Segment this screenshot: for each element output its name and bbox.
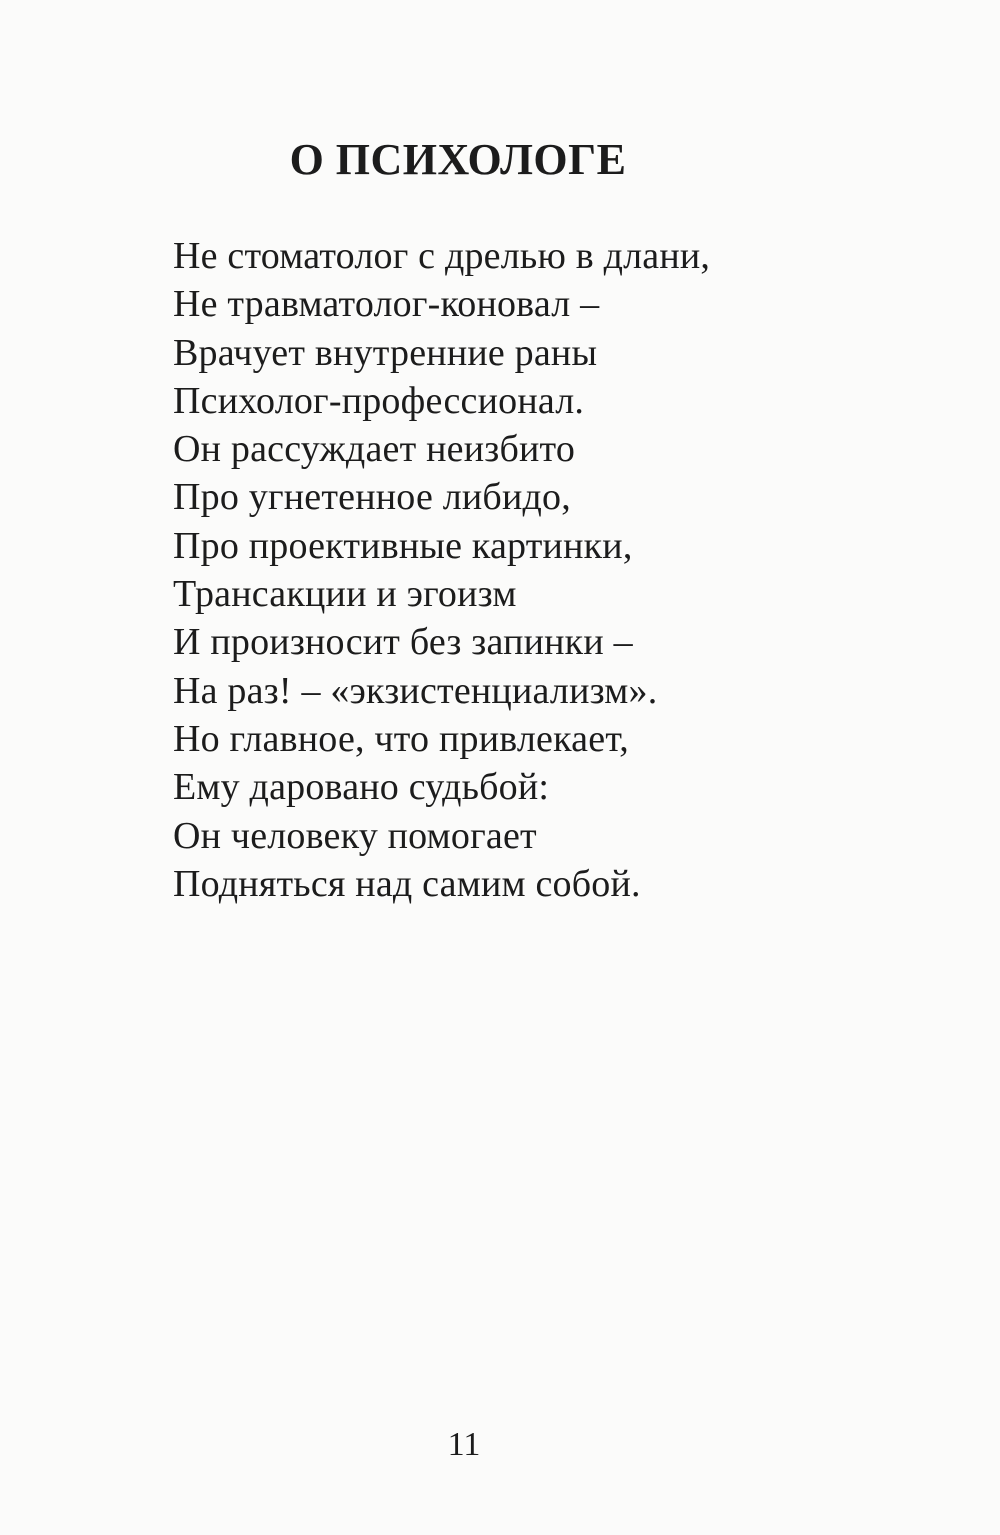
- poem-title: О ПСИХОЛОГЕ: [289, 135, 627, 184]
- poem-line: Психолог-профессионал.: [173, 379, 585, 422]
- poem-line: Врачует внутренние раны: [173, 331, 598, 374]
- poem-line: Но главное, что привлекает,: [173, 717, 629, 760]
- poem-line: Про проективные картинки,: [173, 524, 633, 567]
- poem-line: Про угнетенное либидо,: [173, 476, 571, 519]
- poem-line: Не травматолог-коновал –: [173, 283, 600, 326]
- poem-line: Он рассуждает неизбито: [173, 428, 576, 471]
- poem-body: [173, 232, 933, 908]
- poem-line: Ему даровано судьбой:: [173, 766, 550, 809]
- poem-line: На раз! – «экзистенциализм».: [173, 669, 658, 712]
- page-number: 11: [447, 1426, 481, 1463]
- poem-line: И произносит без запинки –: [173, 621, 633, 664]
- poem-line: Трансакции и эгоизм: [173, 573, 517, 616]
- poem-line: Подняться над самим собой.: [173, 862, 641, 905]
- poem-line: Не стоматолог с дрелью в длани,: [173, 235, 711, 277]
- poem-line: Он человеку помогает: [173, 814, 537, 857]
